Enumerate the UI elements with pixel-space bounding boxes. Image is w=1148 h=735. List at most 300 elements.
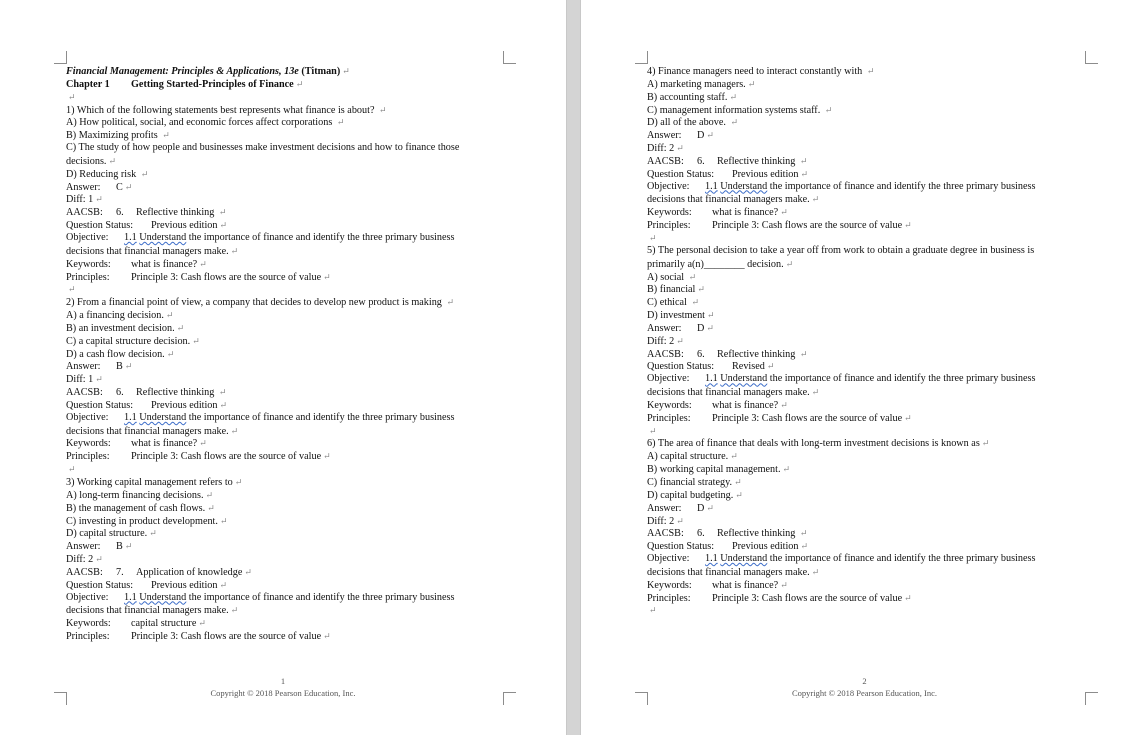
text-line[interactable] — [647, 386, 1087, 399]
text-run: Question Status: — [647, 361, 715, 373]
paragraph-mark-icon: ↵ — [780, 399, 788, 410]
text-line[interactable] — [647, 155, 1087, 168]
text-line[interactable] — [647, 412, 1087, 425]
text-run: Getting Started-Principles of Finance — [131, 78, 294, 90]
text-run: A) social — [647, 271, 687, 283]
text-line[interactable] — [647, 463, 1087, 476]
paragraph-mark-icon: ↵ — [782, 464, 791, 475]
text-line[interactable] — [647, 566, 1087, 579]
text-run: 1.1 — [705, 553, 718, 565]
text-run: Principle 3: Cash flows are the source of value — [131, 631, 322, 643]
text-run: Question Status: — [66, 220, 134, 232]
text-line[interactable] — [66, 309, 506, 322]
text-run: the importance of finance and identify the three primary business — [767, 373, 1036, 385]
text-run: Reflective thinking — [136, 207, 217, 219]
paragraph-mark-icon: ↵ — [799, 155, 808, 166]
text-line[interactable] — [647, 322, 1087, 335]
text-run: Keywords: — [647, 399, 692, 411]
text-run: Principle 3: Cash flows are the source of value — [131, 271, 322, 283]
text-run: B — [116, 541, 123, 553]
text-run: 4) Finance managers need to interact constantly with — [647, 66, 865, 77]
paragraph-mark-icon: ↵ — [780, 207, 788, 218]
paragraph-mark-icon: ↵ — [68, 464, 76, 475]
paragraph-mark-icon: ↵ — [218, 207, 227, 218]
paragraph-mark-icon: ↵ — [676, 143, 684, 154]
text-run: Question Status: — [647, 541, 715, 553]
text-line[interactable] — [66, 540, 506, 553]
paragraph-mark-icon: ↵ — [219, 515, 228, 526]
text-run: Principle 3: Cash flows are the source of value — [712, 412, 903, 424]
paragraph-mark-icon: ↵ — [219, 579, 228, 590]
paragraph-mark-icon: ↵ — [176, 322, 185, 333]
copyright-footer: Copyright © 2018 Pearson Education, Inc. — [210, 688, 356, 698]
text-run: Diff: 1 — [66, 374, 94, 386]
text-run: 2) From a financial point of view, a company that decides to develop new product is making — [66, 297, 445, 309]
paragraph-mark-icon: ↵ — [706, 322, 714, 333]
paragraph-mark-icon: ↵ — [323, 631, 331, 642]
text-run: D — [697, 130, 705, 142]
text-run: D) capital structure. — [66, 528, 148, 540]
text-run: AACSB: — [66, 566, 103, 578]
text-line[interactable] — [647, 604, 1087, 617]
paragraph-mark-icon: ↵ — [904, 592, 912, 603]
text-line[interactable] — [66, 360, 506, 373]
text-run: D — [697, 502, 705, 514]
text-run: Understand — [720, 180, 768, 192]
text-run: Objective: — [647, 373, 690, 385]
text-run: Principles: — [66, 451, 110, 463]
text-run: 6) The area of finance that deals with long-term investment decisions is known as — [647, 438, 980, 450]
paragraph-mark-icon: ↵ — [904, 412, 912, 423]
paragraph-mark-icon: ↵ — [149, 528, 157, 539]
paragraph-mark-icon: ↵ — [379, 104, 387, 115]
paragraph-mark-icon: ↵ — [323, 451, 331, 462]
text-line[interactable] — [647, 181, 1087, 194]
text-line[interactable] — [66, 502, 506, 515]
text-line[interactable] — [66, 437, 506, 450]
paragraph-mark-icon: ↵ — [342, 66, 350, 76]
page-gutter — [566, 0, 581, 735]
text-run: B) working capital management. — [647, 464, 781, 476]
paragraph-mark-icon: ↵ — [108, 155, 117, 166]
text-run: 6. — [697, 528, 705, 540]
text-line[interactable] — [66, 373, 506, 386]
text-run: 6. — [697, 348, 705, 360]
text-line[interactable] — [66, 322, 506, 335]
text-run: C — [116, 181, 123, 193]
text-run: Previous edition — [151, 579, 218, 591]
text-line[interactable] — [647, 515, 1087, 528]
text-line[interactable] — [647, 283, 1087, 296]
text-run: Keywords: — [66, 438, 111, 450]
paragraph-mark-icon: ↵ — [811, 194, 820, 205]
text-run: B) the management of cash flows. — [66, 502, 206, 514]
text-line[interactable] — [66, 65, 506, 78]
text-run: 1) Which of the following statements best represents what finance is about? — [66, 104, 378, 116]
text-line[interactable] — [647, 129, 1087, 142]
text-run: A) a financing decision. — [66, 310, 164, 322]
text-line[interactable] — [66, 116, 506, 129]
text-line[interactable] — [66, 168, 506, 181]
paragraph-mark-icon: ↵ — [230, 605, 239, 616]
paragraph-mark-icon: ↵ — [68, 91, 76, 102]
text-run: B) Maximizing profits — [66, 130, 161, 142]
text-run: what is finance? — [712, 579, 779, 591]
text-run: B) financial — [647, 284, 696, 296]
text-run: 6. — [116, 387, 124, 399]
text-line[interactable] — [66, 296, 506, 309]
paragraph-mark-icon: ↵ — [811, 566, 820, 577]
paragraph-mark-icon: ↵ — [785, 258, 794, 269]
text-run: Previous edition — [732, 168, 799, 180]
paragraph-mark-icon: ↵ — [165, 310, 174, 321]
text-line[interactable] — [66, 617, 506, 630]
text-line[interactable] — [647, 527, 1087, 540]
text-line[interactable] — [647, 104, 1087, 117]
text-run: Reflective thinking — [717, 348, 798, 360]
paragraph-mark-icon: ↵ — [730, 451, 738, 462]
text-line[interactable] — [647, 335, 1087, 348]
text-run: C) The study of how people and businesses make investment decisions and how to finance those — [66, 142, 460, 154]
text-line[interactable] — [66, 527, 506, 540]
text-run: Financial Management: Principles & Applications, 13e — [66, 66, 299, 77]
paragraph-mark-icon: ↵ — [735, 489, 743, 500]
paragraph-mark-icon: ↵ — [676, 335, 684, 346]
text-run: D) a cash flow decision. — [66, 348, 165, 360]
text-line[interactable] — [66, 283, 506, 296]
paragraph-mark-icon: ↵ — [219, 399, 228, 410]
text-run: A) marketing managers. — [647, 78, 746, 90]
paragraph-mark-icon: ↵ — [124, 361, 133, 372]
paragraph-mark-icon: ↵ — [199, 438, 207, 449]
text-run: decisions. — [66, 155, 107, 167]
paragraph-mark-icon: ↵ — [219, 220, 228, 231]
text-line[interactable] — [647, 206, 1087, 219]
text-line[interactable] — [66, 489, 506, 502]
text-line[interactable] — [647, 309, 1087, 322]
text-line[interactable] — [66, 476, 506, 489]
text-run: (Titman) — [298, 66, 341, 77]
text-run: Keywords: — [66, 258, 111, 270]
text-run: 6. — [116, 207, 124, 219]
text-run: the importance of finance and identify the three primary business — [767, 553, 1036, 565]
text-run: A) long-term financing decisions. — [66, 489, 204, 501]
text-line[interactable] — [647, 168, 1087, 181]
paragraph-mark-icon: ↵ — [706, 502, 714, 513]
paragraph-mark-icon: ↵ — [688, 271, 697, 282]
text-line[interactable] — [647, 142, 1087, 155]
text-line[interactable] — [647, 437, 1087, 450]
page-body[interactable] — [647, 65, 1087, 617]
page-number: 1 — [280, 676, 286, 686]
text-run: A) How political, social, and economic forces affect corporations — [66, 117, 335, 129]
text-line[interactable] — [66, 450, 506, 463]
text-run: the importance of finance and identify the three primary business — [767, 180, 1036, 192]
text-run: D) Reducing risk — [66, 168, 139, 180]
text-run: D — [697, 322, 705, 334]
paragraph-mark-icon: ↵ — [811, 387, 820, 398]
text-line[interactable] — [647, 579, 1087, 592]
paragraph-mark-icon: ↵ — [68, 284, 76, 295]
text-line[interactable] — [66, 142, 506, 155]
text-line[interactable] — [647, 476, 1087, 489]
text-line[interactable] — [647, 91, 1087, 104]
text-run: 3) Working capital management refers to — [66, 477, 233, 488]
text-line[interactable] — [66, 104, 506, 117]
text-run: Reflective thinking — [717, 528, 798, 540]
paragraph-mark-icon: ↵ — [799, 528, 808, 539]
text-line[interactable] — [647, 425, 1087, 438]
text-line[interactable] — [647, 348, 1087, 361]
text-line[interactable] — [647, 232, 1087, 245]
text-run: Principles: — [647, 592, 691, 604]
paragraph-mark-icon: ↵ — [95, 374, 103, 385]
text-line[interactable] — [647, 502, 1087, 515]
paragraph-mark-icon: ↵ — [244, 566, 252, 577]
text-run: Principles: — [66, 631, 110, 643]
text-line[interactable] — [647, 450, 1087, 463]
paragraph-mark-icon: ↵ — [800, 541, 809, 552]
text-line[interactable] — [647, 219, 1087, 232]
text-run: Understand — [720, 553, 768, 565]
paragraph-mark-icon: ↵ — [166, 348, 175, 359]
text-line[interactable] — [647, 296, 1087, 309]
paragraph-mark-icon: ↵ — [446, 297, 454, 308]
text-line[interactable] — [66, 206, 506, 219]
text-run: decisions that financial managers make. — [647, 387, 810, 399]
text-run: C) ethical — [647, 297, 690, 309]
paragraph-mark-icon: ↵ — [323, 271, 331, 282]
text-run: the importance of finance and identify the three primary business — [186, 411, 455, 423]
text-run: decisions that financial managers make. — [647, 566, 810, 578]
text-line[interactable] — [66, 193, 506, 206]
text-run: Objective: — [66, 231, 109, 243]
text-run: Principles: — [647, 412, 691, 424]
paragraph-mark-icon: ↵ — [140, 168, 149, 179]
text-line[interactable] — [66, 425, 506, 438]
text-run: 7. — [116, 566, 124, 578]
paragraph-mark-icon: ↵ — [192, 335, 200, 346]
text-line[interactable] — [647, 271, 1087, 284]
text-run: 5) The personal decision to take a year off from work to obtain a graduate degree in business is — [647, 244, 1035, 256]
text-run: Previous edition — [151, 399, 218, 411]
text-line[interactable] — [66, 553, 506, 566]
text-line[interactable] — [66, 91, 506, 104]
text-line[interactable] — [647, 78, 1087, 91]
text-run: 1.1 — [124, 591, 137, 603]
text-line[interactable] — [66, 579, 506, 592]
text-run: the importance of finance and identify the three primary business — [186, 591, 455, 603]
text-line[interactable] — [66, 129, 506, 142]
paragraph-mark-icon: ↵ — [729, 91, 737, 102]
text-run: Objective: — [66, 591, 109, 603]
text-run: D) all of the above. — [647, 117, 729, 129]
text-line[interactable] — [647, 360, 1087, 373]
page-1[interactable] — [0, 0, 566, 735]
text-run: Question Status: — [647, 168, 715, 180]
paragraph-mark-icon: ↵ — [198, 618, 206, 629]
text-line[interactable] — [66, 335, 506, 348]
text-line[interactable] — [66, 232, 506, 245]
paragraph-mark-icon: ↵ — [981, 438, 990, 449]
paragraph-mark-icon: ↵ — [234, 477, 243, 487]
text-run: Question Status: — [66, 399, 134, 411]
paragraph-mark-icon: ↵ — [734, 477, 742, 487]
text-run: what is finance? — [712, 207, 779, 219]
text-line[interactable] — [647, 258, 1087, 271]
text-run: Answer: — [647, 322, 682, 334]
page-2[interactable] — [581, 0, 1148, 735]
margin-corner-mark — [1085, 51, 1098, 64]
text-line[interactable] — [647, 592, 1087, 605]
text-run: Answer: — [647, 502, 682, 514]
paragraph-mark-icon: ↵ — [649, 605, 657, 616]
margin-corner-mark — [54, 51, 67, 64]
text-run: D) investment — [647, 310, 706, 322]
text-run: Application of knowledge — [136, 566, 243, 578]
text-run: 1.1 — [124, 231, 137, 243]
paragraph-mark-icon: ↵ — [697, 284, 705, 295]
text-run: B) accounting staff. — [647, 91, 728, 103]
text-line[interactable] — [66, 630, 506, 643]
text-run: Diff: 2 — [647, 335, 675, 347]
text-run: Diff: 2 — [647, 515, 675, 527]
text-run: Answer: — [66, 181, 101, 193]
text-line[interactable] — [647, 245, 1087, 258]
text-run: Previous edition — [732, 541, 799, 553]
text-run: C) management information systems staff. — [647, 104, 823, 116]
text-line[interactable] — [66, 399, 506, 412]
text-run: Understand — [720, 373, 768, 385]
text-line[interactable] — [647, 193, 1087, 206]
text-run: Keywords: — [647, 579, 692, 591]
text-run: Previous edition — [151, 220, 218, 232]
text-run: Objective: — [647, 180, 690, 192]
text-run: capital structure — [131, 618, 197, 630]
copyright-footer: Copyright © 2018 Pearson Education, Inc. — [791, 688, 938, 698]
text-run: B) an investment decision. — [66, 322, 175, 334]
text-line[interactable] — [66, 245, 506, 258]
text-line[interactable] — [66, 566, 506, 579]
text-line[interactable] — [66, 155, 506, 168]
text-run: decisions that financial managers make. — [66, 245, 229, 257]
text-run: AACSB: — [66, 387, 103, 399]
text-run: Objective: — [647, 553, 690, 565]
paragraph-mark-icon: ↵ — [707, 310, 715, 321]
text-run: AACSB: — [647, 348, 684, 360]
text-run: Principle 3: Cash flows are the source of value — [712, 592, 903, 604]
paragraph-mark-icon: ↵ — [824, 104, 833, 115]
text-run: A) capital structure. — [647, 451, 729, 463]
paragraph-mark-icon: ↵ — [218, 387, 227, 398]
text-line[interactable] — [647, 489, 1087, 502]
text-run: Diff: 1 — [66, 194, 94, 206]
text-line[interactable] — [66, 181, 506, 194]
text-run: AACSB: — [647, 155, 684, 167]
text-line[interactable] — [66, 604, 506, 617]
text-line[interactable] — [647, 540, 1087, 553]
text-run: what is finance? — [712, 399, 779, 411]
text-run: Principles: — [647, 220, 691, 232]
paragraph-mark-icon: ↵ — [904, 220, 912, 231]
text-run: D) capital budgeting. — [647, 489, 734, 501]
text-line[interactable] — [647, 373, 1087, 386]
paragraph-mark-icon: ↵ — [95, 554, 103, 565]
text-run: 6. — [697, 155, 705, 167]
text-run: Understand — [139, 231, 187, 243]
paragraph-mark-icon: ↵ — [649, 232, 657, 243]
text-line[interactable] — [66, 463, 506, 476]
paragraph-mark-icon: ↵ — [780, 579, 788, 590]
margin-corner-mark — [635, 51, 648, 64]
paragraph-mark-icon: ↵ — [162, 130, 170, 141]
text-line[interactable] — [647, 116, 1087, 129]
text-run: decisions that financial managers make. — [647, 194, 810, 206]
paragraph-mark-icon: ↵ — [336, 117, 345, 128]
text-line[interactable] — [66, 515, 506, 528]
page-body[interactable] — [66, 65, 506, 643]
text-run: Principle 3: Cash flows are the source of value — [131, 451, 322, 463]
text-line[interactable] — [647, 65, 1087, 78]
paragraph-mark-icon: ↵ — [207, 502, 215, 513]
text-line[interactable] — [66, 78, 506, 91]
text-line[interactable] — [647, 399, 1087, 412]
text-run: what is finance? — [131, 438, 198, 450]
text-run: primarily a(n)________ decision. — [647, 258, 784, 270]
text-run: C) investing in product development. — [66, 515, 218, 527]
text-run: Diff: 2 — [647, 143, 675, 155]
paragraph-mark-icon: ↵ — [691, 297, 699, 308]
text-run: Revised — [732, 361, 765, 373]
text-run: Answer: — [66, 361, 101, 373]
text-line[interactable] — [66, 219, 506, 232]
text-line[interactable] — [66, 412, 506, 425]
text-run: decisions that financial managers make. — [66, 425, 229, 437]
paragraph-mark-icon: ↵ — [205, 489, 214, 500]
text-line[interactable] — [66, 271, 506, 284]
text-run: Reflective thinking — [717, 155, 798, 167]
text-run: 1.1 — [705, 373, 718, 385]
paragraph-mark-icon: ↵ — [199, 258, 207, 269]
text-run: AACSB: — [647, 528, 684, 540]
text-run: Principles: — [66, 271, 110, 283]
paragraph-mark-icon: ↵ — [230, 245, 239, 256]
paragraph-mark-icon: ↵ — [766, 361, 775, 372]
text-run: Understand — [139, 591, 187, 603]
text-line[interactable] — [647, 553, 1087, 566]
text-run: Keywords: — [66, 618, 111, 630]
paragraph-mark-icon: ↵ — [706, 130, 714, 141]
text-run: C) a capital structure decision. — [66, 335, 191, 347]
text-run: decisions that financial managers make. — [66, 605, 229, 617]
text-run: Keywords: — [647, 207, 692, 219]
text-line[interactable] — [66, 348, 506, 361]
text-line[interactable] — [66, 386, 506, 399]
paragraph-mark-icon: ↵ — [230, 425, 239, 436]
text-run: C) financial strategy. — [647, 477, 733, 488]
text-line[interactable] — [66, 258, 506, 271]
paragraph-mark-icon: ↵ — [295, 78, 304, 89]
page-number: 2 — [862, 676, 867, 686]
margin-corner-mark — [503, 51, 516, 64]
text-line[interactable] — [66, 592, 506, 605]
text-run: Diff: 2 — [66, 554, 94, 566]
paragraph-mark-icon: ↵ — [866, 66, 875, 76]
text-run: Objective: — [66, 411, 109, 423]
paragraph-mark-icon: ↵ — [800, 168, 809, 179]
text-run: AACSB: — [66, 207, 103, 219]
text-run: Understand — [139, 411, 187, 423]
